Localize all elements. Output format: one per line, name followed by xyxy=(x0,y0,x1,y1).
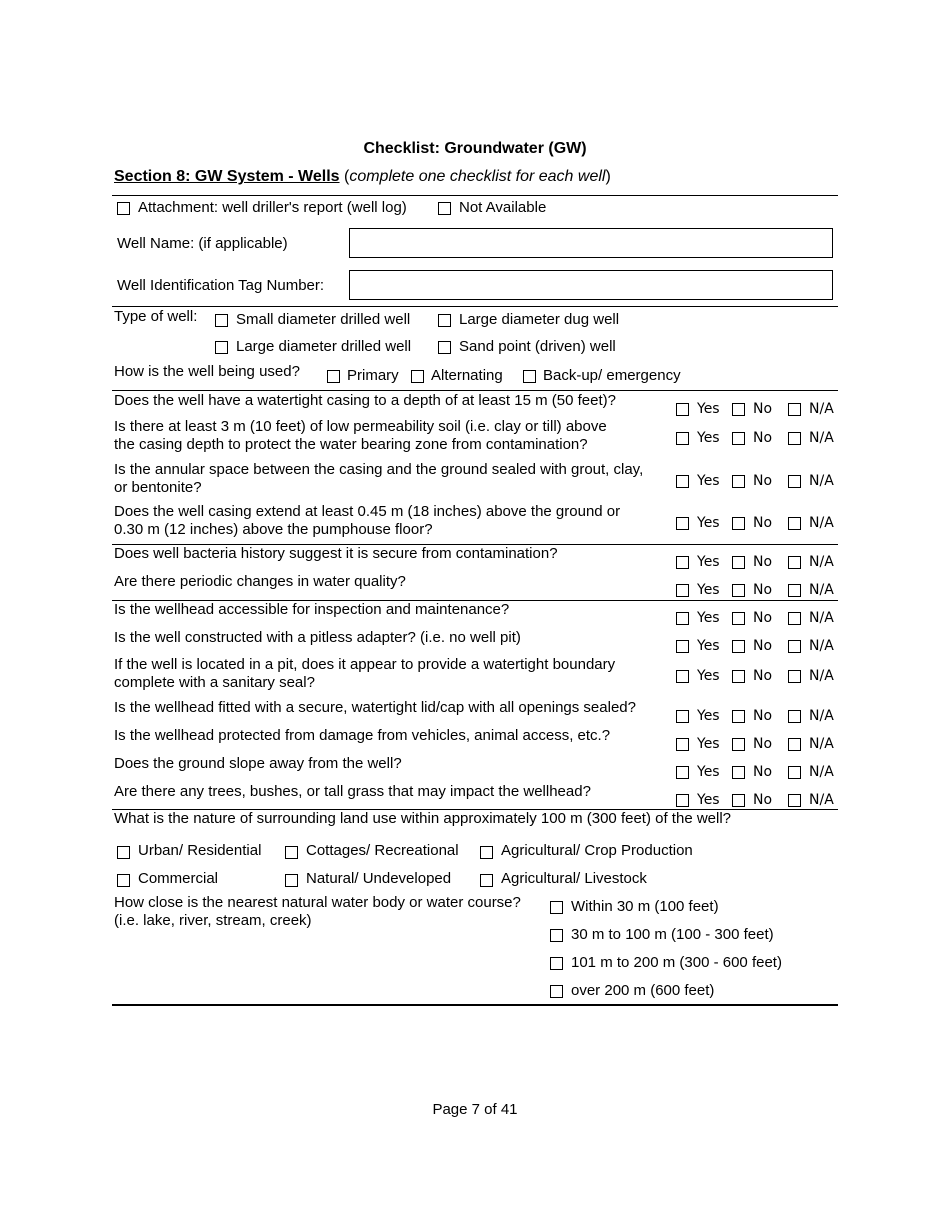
answer-yes-checkbox[interactable] xyxy=(676,640,689,653)
water-body-question: How close is the nearest natural water body or water course? xyxy=(114,894,521,911)
question-text: Is the wellhead accessible for inspection and maintenance? xyxy=(114,601,510,618)
answer-na-label: N/A xyxy=(809,736,834,752)
answer-na-label: N/A xyxy=(809,515,834,531)
question-text-continued: the casing depth to protect the water bearing zone from contamination? xyxy=(114,436,588,453)
well-type-label: Type of well: xyxy=(114,308,198,325)
answer-na-checkbox[interactable] xyxy=(788,612,801,625)
land-use-option: Urban/ Residential xyxy=(138,842,262,859)
well-type-option: Large diameter dug well xyxy=(459,311,620,328)
answer-no-label: No xyxy=(753,708,773,724)
water-body-checkbox-within-30[interactable] xyxy=(550,901,563,914)
water-body-option: 30 m to 100 m (100 - 300 feet) xyxy=(571,926,774,943)
answer-no-label: No xyxy=(753,736,773,752)
answer-no-label: No xyxy=(753,668,773,684)
usage-option: Alternating xyxy=(431,367,503,384)
answer-na-checkbox[interactable] xyxy=(788,475,801,488)
answer-no-label: No xyxy=(753,610,773,626)
question-text: Does well bacteria history suggest it is secure from contamination? xyxy=(114,545,558,562)
answer-na-checkbox[interactable] xyxy=(788,766,801,779)
answer-no-label: No xyxy=(753,430,773,446)
answer-no-checkbox[interactable] xyxy=(732,640,745,653)
answer-yes-checkbox[interactable] xyxy=(676,475,689,488)
answer-no-checkbox[interactable] xyxy=(732,612,745,625)
answer-yes-checkbox[interactable] xyxy=(676,517,689,530)
answer-yes-label: Yes xyxy=(697,582,720,598)
answer-yes-checkbox[interactable] xyxy=(676,738,689,751)
answer-no-label: No xyxy=(753,515,773,531)
water-body-question-note: (i.e. lake, river, stream, creek) xyxy=(114,912,312,929)
answer-na-label: N/A xyxy=(809,582,834,598)
well-name-field[interactable] xyxy=(349,228,833,258)
well-type-checkbox-large-drilled[interactable] xyxy=(215,341,228,354)
question-text-continued: or bentonite? xyxy=(114,479,202,496)
answer-yes-checkbox[interactable] xyxy=(676,403,689,416)
answer-no-label: No xyxy=(753,764,773,780)
page-title: Checklist: Groundwater (GW) xyxy=(363,140,587,157)
answer-na-checkbox[interactable] xyxy=(788,710,801,723)
usage-checkbox-alternating[interactable] xyxy=(411,370,424,383)
land-use-option: Agricultural/ Livestock xyxy=(501,870,647,887)
answer-yes-label: Yes xyxy=(697,610,720,626)
tag-number-label: Well Identification Tag Number: xyxy=(117,277,325,294)
well-type-option: Small diameter drilled well xyxy=(236,311,411,328)
not-available-label: Not Available xyxy=(459,199,547,216)
answer-no-checkbox[interactable] xyxy=(732,403,745,416)
question-text: Is the wellhead protected from damage from vehicles, animal access, etc.? xyxy=(114,727,611,744)
answer-no-checkbox[interactable] xyxy=(732,584,745,597)
divider xyxy=(112,390,838,391)
land-use-checkbox-urban[interactable] xyxy=(117,846,130,859)
answer-no-label: No xyxy=(753,582,773,598)
divider xyxy=(112,544,838,545)
answer-yes-checkbox[interactable] xyxy=(676,556,689,569)
answer-no-checkbox[interactable] xyxy=(732,766,745,779)
water-body-option: 101 m to 200 m (300 - 600 feet) xyxy=(571,954,782,971)
answer-no-checkbox[interactable] xyxy=(732,738,745,751)
land-use-option: Agricultural/ Crop Production xyxy=(501,842,693,859)
answer-na-checkbox[interactable] xyxy=(788,794,801,807)
usage-option: Back-up/ emergency xyxy=(543,367,681,384)
answer-yes-label: Yes xyxy=(697,792,720,808)
answer-na-label: N/A xyxy=(809,430,834,446)
water-body-option: over 200 m (600 feet) xyxy=(571,982,715,999)
land-use-option: Commercial xyxy=(138,870,219,887)
answer-no-checkbox[interactable] xyxy=(732,710,745,723)
question-text: Does the ground slope away from the well? xyxy=(114,755,402,772)
answer-no-label: No xyxy=(753,473,773,489)
answer-no-checkbox[interactable] xyxy=(732,794,745,807)
page-number: Page 7 of 41 xyxy=(432,1101,518,1118)
answer-yes-label: Yes xyxy=(697,401,720,417)
answer-yes-label: Yes xyxy=(697,430,720,446)
answer-na-checkbox[interactable] xyxy=(788,670,801,683)
answer-yes-label: Yes xyxy=(697,638,720,654)
water-body-checkbox-101-200[interactable] xyxy=(550,957,563,970)
answer-na-label: N/A xyxy=(809,792,834,808)
answer-yes-checkbox[interactable] xyxy=(676,670,689,683)
answer-na-label: N/A xyxy=(809,764,834,780)
answer-no-label: No xyxy=(753,554,773,570)
answer-yes-label: Yes xyxy=(697,554,720,570)
answer-na-checkbox[interactable] xyxy=(788,584,801,597)
attachment-checkbox[interactable] xyxy=(117,202,130,215)
well-type-checkbox-small-drilled[interactable] xyxy=(215,314,228,327)
well-type-option: Sand point (driven) well xyxy=(459,338,616,355)
usage-checkbox-primary[interactable] xyxy=(327,370,340,383)
answer-na-label: N/A xyxy=(809,638,834,654)
answer-no-checkbox[interactable] xyxy=(732,517,745,530)
answer-no-label: No xyxy=(753,792,773,808)
water-body-option: Within 30 m (100 feet) xyxy=(571,898,719,915)
well-type-checkbox-large-dug[interactable] xyxy=(438,314,451,327)
land-use-option: Cottages/ Recreational xyxy=(306,842,459,859)
not-available-checkbox[interactable] xyxy=(438,202,451,215)
attachment-label: Attachment: well driller's report (well log) xyxy=(138,199,407,216)
question-text: Does the well have a watertight casing to a depth of at least 15 m (50 feet)? xyxy=(114,392,616,409)
well-type-checkbox-sand-point[interactable] xyxy=(438,341,451,354)
answer-na-checkbox[interactable] xyxy=(788,403,801,416)
answer-no-label: No xyxy=(753,401,773,417)
water-body-checkbox-30-100[interactable] xyxy=(550,929,563,942)
land-use-checkbox-livestock[interactable] xyxy=(480,874,493,887)
answer-yes-label: Yes xyxy=(697,668,720,684)
answer-na-checkbox[interactable] xyxy=(788,640,801,653)
question-text-continued: complete with a sanitary seal? xyxy=(114,674,315,691)
answer-na-label: N/A xyxy=(809,401,834,417)
answer-no-checkbox[interactable] xyxy=(732,670,745,683)
answer-na-label: N/A xyxy=(809,554,834,570)
land-use-checkbox-commercial[interactable] xyxy=(117,874,130,887)
answer-no-checkbox[interactable] xyxy=(732,432,745,445)
divider xyxy=(112,1004,838,1006)
question-text: If the well is located in a pit, does it appear to provide a watertight boundary xyxy=(114,656,616,673)
answer-na-label: N/A xyxy=(809,668,834,684)
water-body-checkbox-over-200[interactable] xyxy=(550,985,563,998)
section-label: Section 8: GW System - Wells xyxy=(114,168,340,185)
answer-na-label: N/A xyxy=(809,708,834,724)
land-use-checkbox-crop[interactable] xyxy=(480,846,493,859)
answer-yes-checkbox[interactable] xyxy=(676,612,689,625)
answer-yes-label: Yes xyxy=(697,473,720,489)
usage-checkbox-backup[interactable] xyxy=(523,370,536,383)
section-note: complete one checklist for each well xyxy=(349,168,606,185)
question-text: Are there periodic changes in water quality? xyxy=(114,573,406,590)
section-heading xyxy=(114,168,611,186)
section-close-paren: ) xyxy=(605,168,611,185)
answer-na-checkbox[interactable] xyxy=(788,556,801,569)
land-use-checkbox-cottages[interactable] xyxy=(285,846,298,859)
divider xyxy=(112,600,838,601)
answer-na-checkbox[interactable] xyxy=(788,432,801,445)
answer-yes-checkbox[interactable] xyxy=(676,432,689,445)
answer-yes-checkbox[interactable] xyxy=(676,584,689,597)
land-use-question: What is the nature of surrounding land use within approximately 100 m (300 feet) of the well? xyxy=(114,810,732,827)
question-text: Does the well casing extend at least 0.45 m (18 inches) above the ground or xyxy=(114,503,621,520)
question-text: Is the annular space between the casing and the ground sealed with grout, clay, xyxy=(114,461,644,478)
answer-yes-label: Yes xyxy=(697,708,720,724)
answer-no-checkbox[interactable] xyxy=(732,556,745,569)
land-use-checkbox-natural[interactable] xyxy=(285,874,298,887)
answer-na-label: N/A xyxy=(809,610,834,626)
answer-yes-checkbox[interactable] xyxy=(676,710,689,723)
tag-number-field[interactable] xyxy=(349,270,833,300)
question-text-continued: 0.30 m (12 inches) above the pumphouse floor? xyxy=(114,521,433,538)
answer-no-label: No xyxy=(753,638,773,654)
answer-yes-label: Yes xyxy=(697,764,720,780)
answer-yes-label: Yes xyxy=(697,736,720,752)
well-name-label: Well Name: (if applicable) xyxy=(117,235,288,252)
answer-na-checkbox[interactable] xyxy=(788,517,801,530)
divider xyxy=(112,195,838,196)
question-text: Is there at least 3 m (10 feet) of low permeability soil (i.e. clay or till) above xyxy=(114,418,607,435)
question-text: Is the well constructed with a pitless adapter? (i.e. no well pit) xyxy=(114,629,521,646)
answer-yes-label: Yes xyxy=(697,515,720,531)
answer-na-label: N/A xyxy=(809,473,834,489)
divider xyxy=(112,306,838,307)
well-type-option: Large diameter drilled well xyxy=(236,338,412,355)
answer-na-checkbox[interactable] xyxy=(788,738,801,751)
section-open-paren: ( xyxy=(339,168,350,185)
question-text: Are there any trees, bushes, or tall grass that may impact the wellhead? xyxy=(114,783,591,800)
answer-yes-checkbox[interactable] xyxy=(676,766,689,779)
answer-yes-checkbox[interactable] xyxy=(676,794,689,807)
answer-no-checkbox[interactable] xyxy=(732,475,745,488)
land-use-option: Natural/ Undeveloped xyxy=(306,870,452,887)
question-text: Is the wellhead fitted with a secure, watertight lid/cap with all openings sealed? xyxy=(114,699,636,716)
usage-label: How is the well being used? xyxy=(114,363,300,380)
usage-option: Primary xyxy=(347,367,399,384)
